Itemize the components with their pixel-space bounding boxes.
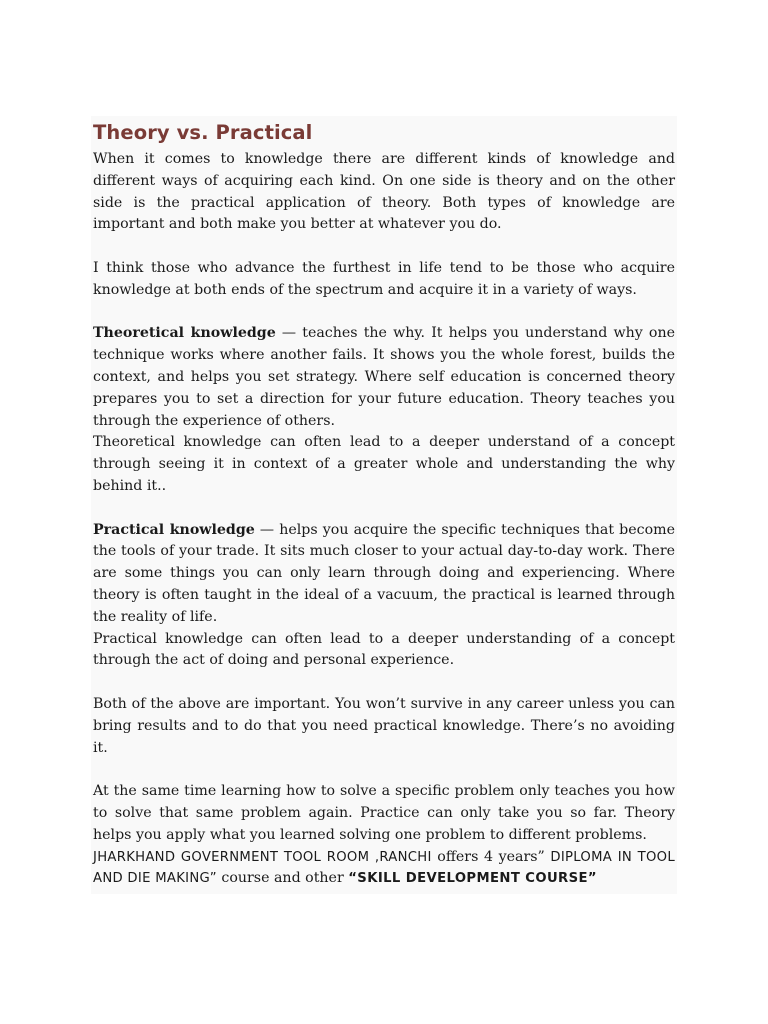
footer-offers: offers 4 years”	[431, 848, 545, 865]
practical-followup-paragraph: Practical knowledge can often lead to a deeper understanding of a concept through the act of doing and personal experience.	[93, 630, 675, 669]
theoretical-lead: Theoretical knowledge	[93, 325, 276, 342]
footer-skill: “SKILL DEVELOPMENT COURSE”	[348, 871, 597, 887]
footer-course-and-other: course and other	[216, 870, 349, 887]
theoretical-followup-paragraph: Theoretical knowledge can often lead to a deeper understand of a concept through seeing it in context of a greater whole and understanding the why behind it..	[93, 434, 675, 494]
theoretical-paragraph	[93, 323, 675, 432]
intro-paragraph: When it comes to knowledge there are different kinds of knowledge and different ways of acquiring each kind. On one side is theory and on the other side is the practical application of theory. Both types of knowledge are important and both make you better at whatever you do.	[93, 151, 675, 233]
theoretical-text: — teaches the why. It helps you understand why one technique works where another fails. It shows you the whole forest, builds the context, and helps you set strategy. Where self education is concerned theory prepares you to set a direction for your future education. Theory teaches you through the experience of others.	[93, 325, 675, 429]
both-paragraph: Both of the above are important. You won’t survive in any career unless you can bring results and to do that you need practical knowledge. There’s no avoiding it.	[93, 695, 675, 756]
footer-diploma: DIPLOMA IN TOOL AND DIE MAKING”	[93, 849, 675, 887]
same-time-paragraph: At the same time learning how to solve a specific problem only teaches you how to solve that same problem again. Practice can only take you so far. Theory helps you apply what you learned solving one problem to different problems.	[93, 783, 675, 843]
practical-text: — helps you acquire the specific techniques that become the tools of your trade. It sits much closer to your actual day-to-day work. There are some things you can only learn through doing and experiencing. Where theory is often taught in the ideal of a vacuum, the practical is learned through the reality of life.	[93, 521, 675, 625]
footer-org: JHARKHAND GOVERNMENT TOOL ROOM ,RANCHI	[93, 849, 432, 865]
practical-paragraph	[93, 520, 675, 629]
footer-paragraph	[93, 847, 675, 891]
document-body	[91, 116, 677, 894]
advance-paragraph: I think those who advance the furthest in life tend to be those who acquire knowledge at both ends of the spectrum and acquire it in a variety of ways.	[93, 259, 675, 298]
practical-lead: Practical knowledge	[93, 521, 255, 538]
page-title: Theory vs. Practical	[93, 121, 313, 144]
